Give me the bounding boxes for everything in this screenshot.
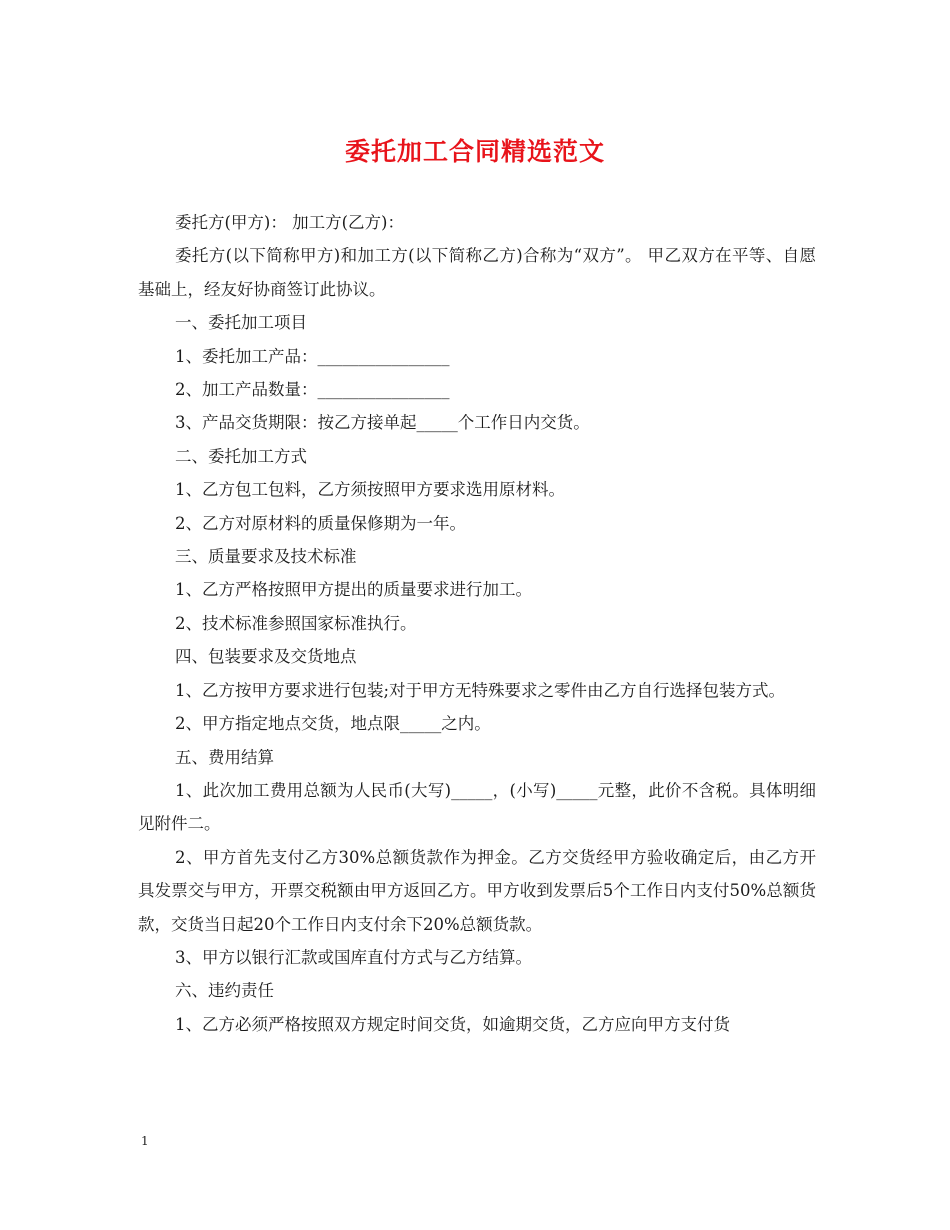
clause-5-1: 1、此次加工费用总额为人民币(大写)_____，(小写)_____元整，此价不含税。具体明细见附件二。 bbox=[138, 780, 816, 834]
clause-1-3: 3、产品交货期限：按乙方接单起_____个工作日内交货。 bbox=[175, 413, 590, 433]
section-heading-1: 一、委托加工项目 bbox=[175, 313, 307, 333]
clause-4-1: 1、乙方按甲方要求进行包装;对于甲方无特殊要求之零件由乙方自行选择包装方式。 bbox=[175, 680, 786, 700]
paragraph-intro: 委托方(以下简称甲方)和加工方(以下简称乙方)合称为“双方”。 甲乙双方在平等、自愿基础上，经友好协商签订此协议。 bbox=[138, 246, 816, 299]
clause-5-2: 2、甲方首先支付乙方30%总额货款作为押金。乙方交货经甲方验收确定后，由乙方开具发票交与甲方，开票交税额由甲方返回乙方。甲方收到发票后5个工作日内支付50%总额货款，交货当日起20个工作日内支付余下20%总额货款。 bbox=[138, 847, 816, 934]
section-heading-2: 二、委托加工方式 bbox=[175, 446, 307, 466]
section-heading-3: 三、质量要求及技术标准 bbox=[175, 547, 357, 567]
clause-2-1: 1、乙方包工包料，乙方须按照甲方要求选用原材料。 bbox=[175, 480, 565, 500]
clause-1-1: 1、委托加工产品：________________ bbox=[175, 346, 450, 366]
clause-4-2: 2、甲方指定地点交货，地点限_____之内。 bbox=[175, 714, 491, 734]
section-heading-5: 五、费用结算 bbox=[175, 747, 274, 767]
document-body bbox=[138, 206, 816, 1041]
section-heading-4: 四、包装要求及交货地点 bbox=[175, 647, 357, 667]
clause-2-2: 2、乙方对原材料的质量保修期为一年。 bbox=[175, 513, 466, 533]
document-title: 委托加工合同精选范文 bbox=[344, 137, 605, 166]
clause-6-1: 1、乙方必须严格按照双方规定时间交货，如逾期交货，乙方应向甲方支付货 bbox=[175, 1014, 730, 1034]
section-heading-6: 六、违约责任 bbox=[175, 981, 274, 1001]
clause-3-1: 1、乙方严格按照甲方提出的质量要求进行加工。 bbox=[175, 580, 532, 600]
page-number: 1 bbox=[141, 1134, 149, 1148]
clause-5-3: 3、甲方以银行汇款或国库直付方式与乙方结算。 bbox=[175, 947, 532, 967]
clause-3-2: 2、技术标准参照国家标准执行。 bbox=[175, 613, 417, 633]
paragraph-parties: 委托方(甲方)： 加工方(乙方)： bbox=[175, 213, 404, 232]
clause-1-2: 2、加工产品数量：________________ bbox=[175, 380, 450, 400]
